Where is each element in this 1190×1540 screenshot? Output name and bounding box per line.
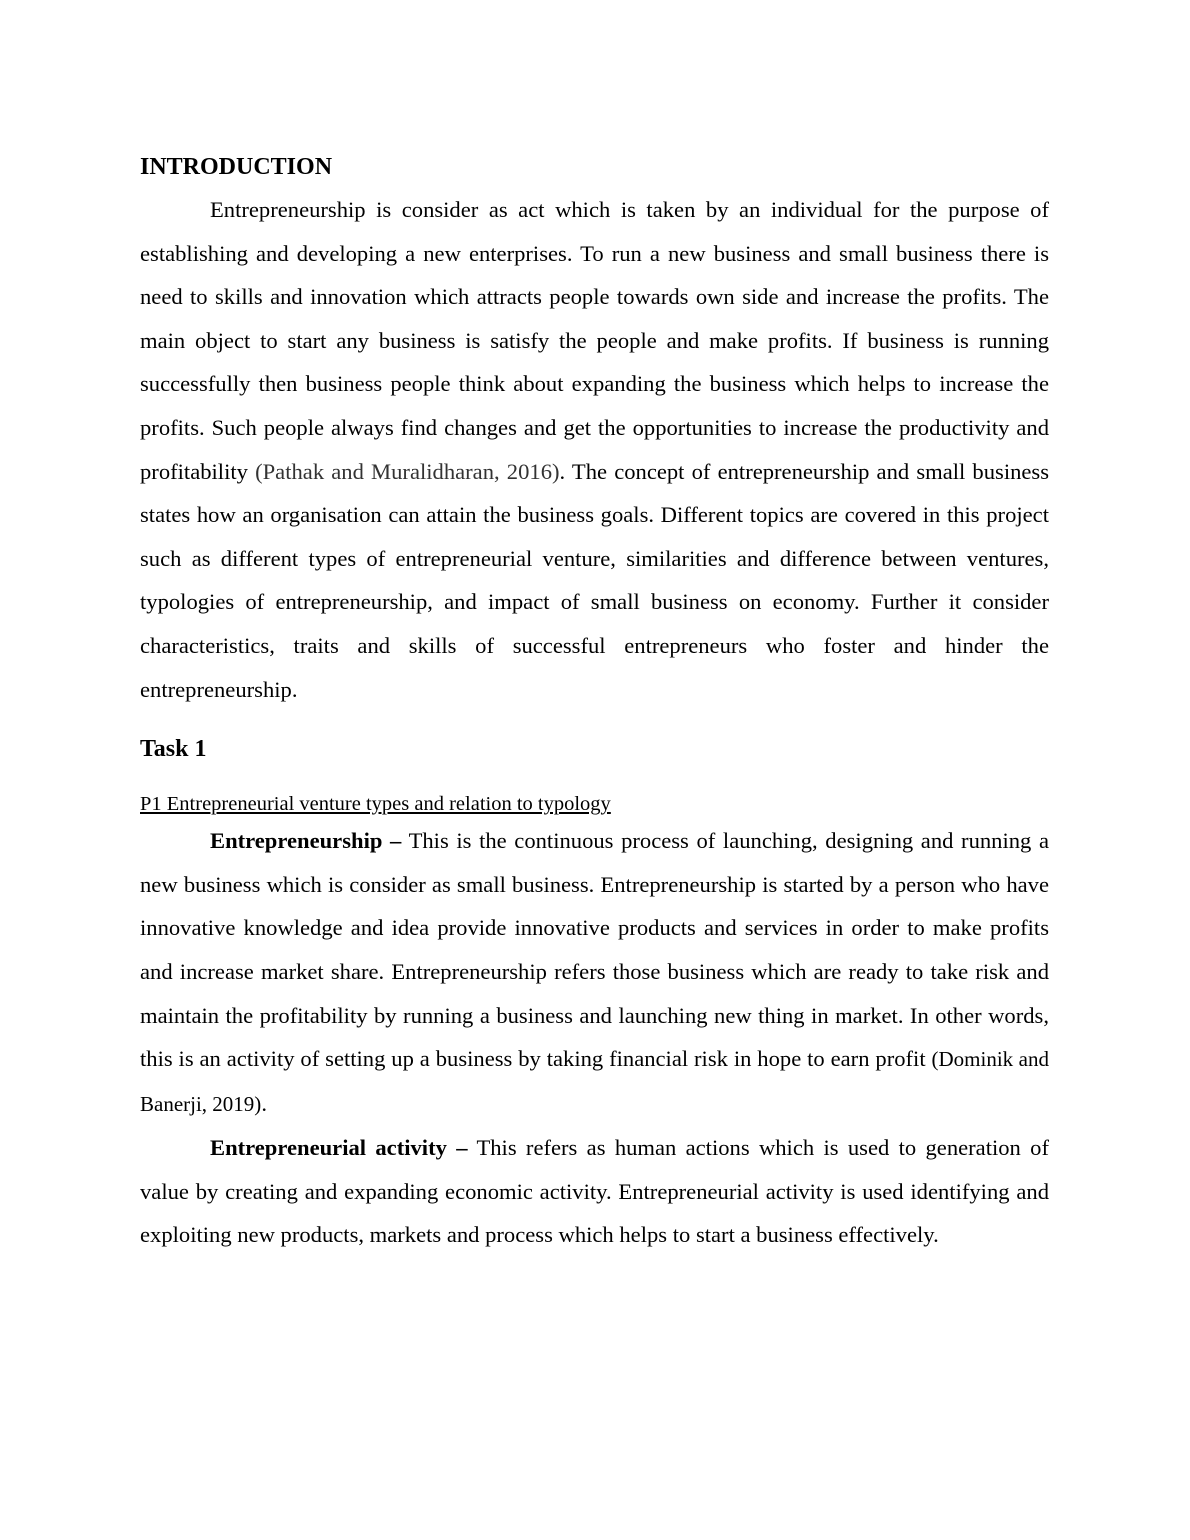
entrepreneurship-text: This is the continuous process of launching, designing and running a new business which is consider as small business. Entrepreneurship is started by a person who have innovative knowledge and idea provide innovative products and services in order to make profits and increase market share. Entrepreneurship refers those business which are ready to take risk and maintain the profitability by running a business and launching new thing in market. In other words, this is an activity of setting up a business by taking financial risk in hope to earn profit xyxy=(140,828,1049,1072)
introduction-text: Entrepreneurship is consider as act which is taken by an individual for the purpose of establishing and developing a new enterprises. To run a new business and small business there is need to skills and innovation which attracts people towards own side and increase the profits. The main object to start any business is satisfy the people and make profits. If business is running successfully then business people think about expanding the business which helps to increase the profits. Such people always find changes and get the opportunities to increase the productivity and profitability xyxy=(140,197,1049,484)
introduction-heading: INTRODUCTION xyxy=(140,154,333,180)
document-body xyxy=(140,150,1049,1257)
introduction-citation: (Pathak and Muralidharan, 2016) xyxy=(255,458,560,484)
introduction-text-continued: . The concept of entrepreneurship and small business states how an organisation can attain the business goals. Different topics are covered in this project such as different types of entrepreneurial venture, similarities and difference between ventures, typologies of entrepreneurship, and impact of small business on economy. Further it consider characteristics, traits and skills of successful entrepreneurs who foster and hinder the entrepreneurship. xyxy=(140,458,1050,702)
introduction-paragraph xyxy=(140,188,1049,711)
entrepreneurial-activity-text: This refers as human actions which is used to generation of value by creating and expanding economic activity. Entrepreneurial activity is used identifying and exploiting new products, markets and process which helps to start a business effectively. xyxy=(140,1135,1049,1248)
task-heading: Task 1 xyxy=(140,736,207,763)
entrepreneurial-activity-term: Entrepreneurial activity – xyxy=(210,1135,468,1161)
entrepreneurship-paragraph xyxy=(140,819,1049,1126)
entrepreneurship-citation: (Dominik and Banerji, 2019) xyxy=(140,1047,1049,1116)
entrepreneurship-end: . xyxy=(261,1090,267,1116)
entrepreneurial-activity-paragraph xyxy=(140,1126,1049,1257)
entrepreneurship-term: Entrepreneurship – xyxy=(210,828,402,854)
p1-subheading: P1 Entrepreneurial venture types and relation to typology xyxy=(140,793,611,816)
